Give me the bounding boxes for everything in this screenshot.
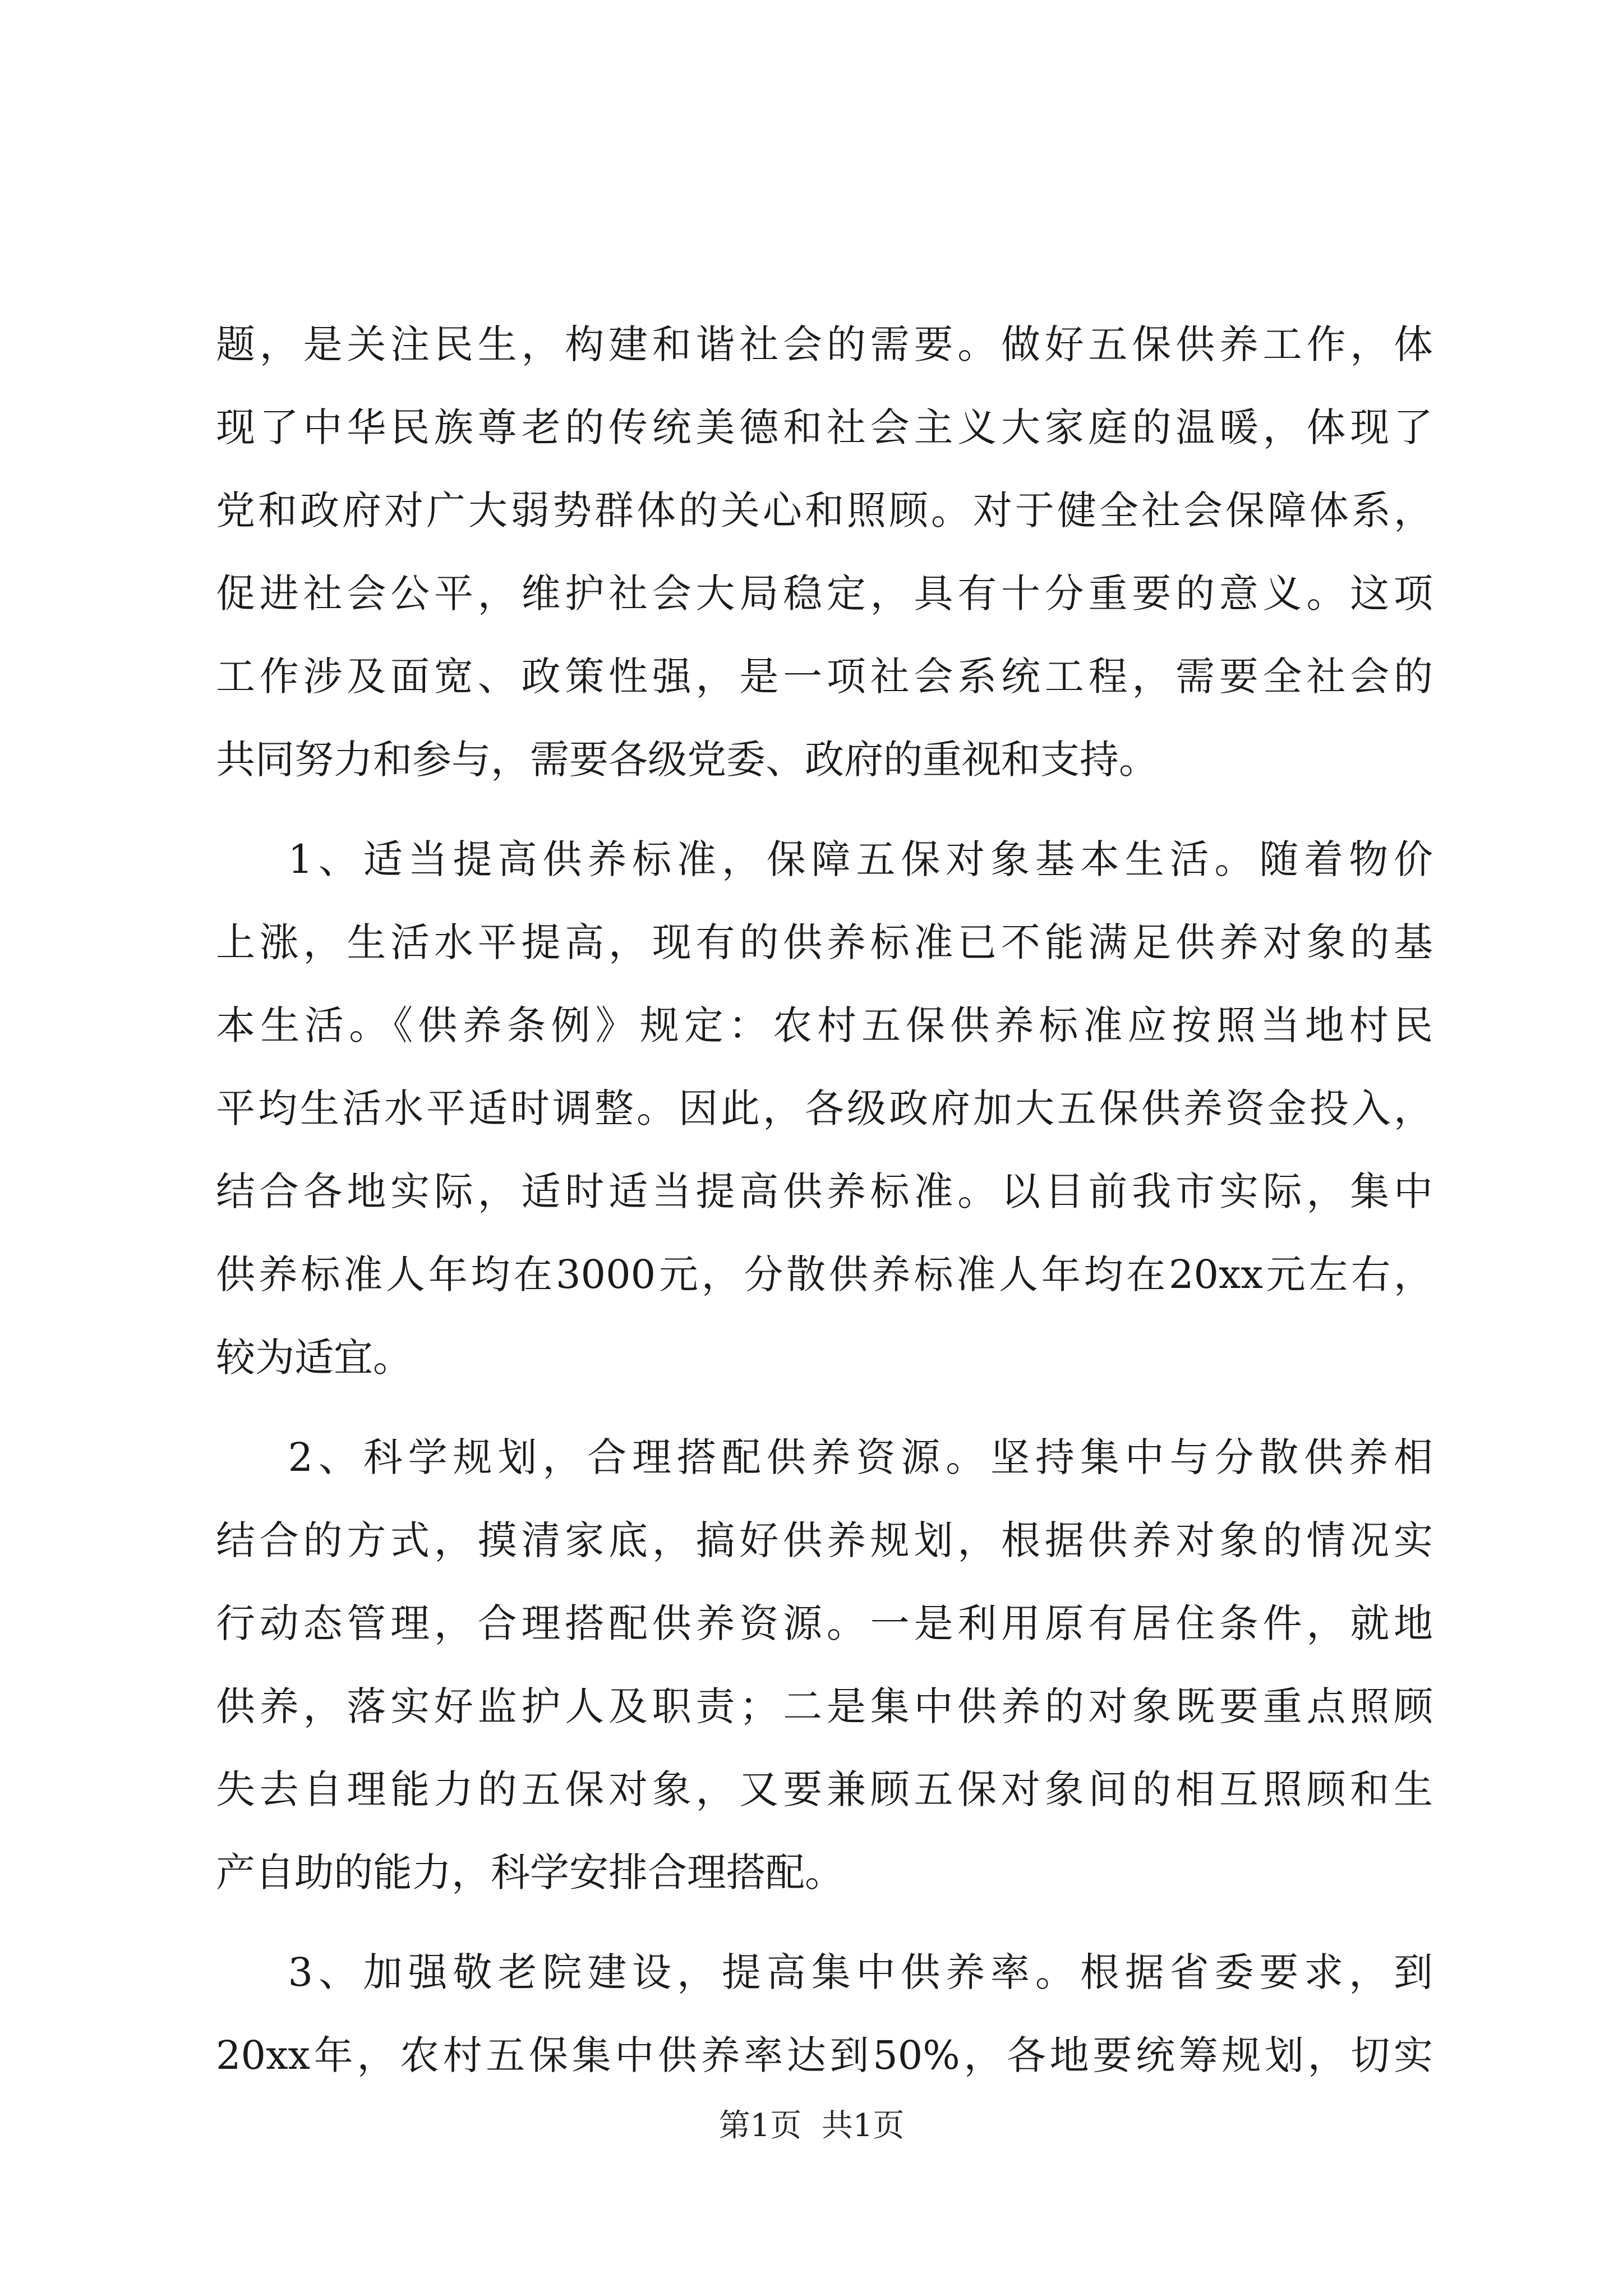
text-line: 3、加强敬老院建设，提高集中供养率。根据省委要求，到 bbox=[216, 1949, 1433, 1995]
text-line: 共同努力和参与，需要各级党委、政府的重视和支持。 bbox=[216, 737, 1158, 783]
text-line: 2、科学规划，合理搭配供养资源。坚持集中与分散供养相 bbox=[216, 1434, 1433, 1480]
text-line: 党和政府对广大弱势群体的关心和照顾。对于健全社会保障体系， bbox=[216, 487, 1433, 533]
text-line: 产自助的能力，科学安排合理搭配。 bbox=[216, 1849, 844, 1895]
paragraph-intro bbox=[216, 303, 1433, 801]
paragraph-item-1 bbox=[216, 818, 1433, 1399]
text-line: 平均生活水平适时调整。因此，各级政府加大五保供养资金投入， bbox=[216, 1085, 1433, 1131]
text-line: 失去自理能力的五保对象，又要兼顾五保对象间的相互照顾和生 bbox=[216, 1766, 1433, 1812]
paragraph-item-3 bbox=[216, 1931, 1433, 2097]
text-line: 本生活。《供养条例》规定：农村五保供养标准应按照当地村民 bbox=[216, 1002, 1433, 1048]
page-number-label: 第1页 共1页 bbox=[718, 2108, 905, 2144]
text-line: 促进社会公平，维护社会大局稳定，具有十分重要的意义。这项 bbox=[216, 570, 1433, 616]
text-line: 较为适宜。 bbox=[216, 1335, 412, 1381]
text-line: 20xx年，农村五保集中供养率达到50%，各地要统筹规划，切实 bbox=[216, 2032, 1433, 2078]
page-footer bbox=[0, 2106, 1623, 2146]
text-line: 上涨，生活水平提高，现有的供养标准已不能满足供养对象的基 bbox=[216, 919, 1433, 965]
text-line: 1、适当提高供养标准，保障五保对象基本生活。随着物价 bbox=[216, 836, 1433, 882]
document-body bbox=[216, 303, 1433, 2097]
text-line: 工作涉及面宽、政策性强，是一项社会系统工程，需要全社会的 bbox=[216, 654, 1433, 700]
text-line: 现了中华民族尊老的传统美德和社会主义大家庭的温暖，体现了 bbox=[216, 404, 1433, 450]
text-line: 结合各地实际，适时适当提高供养标准。以目前我市实际，集中 bbox=[216, 1168, 1433, 1214]
text-line: 供养标准人年均在3000元，分散供养标准人年均在20xx元左右， bbox=[216, 1251, 1433, 1297]
text-line: 行动态管理，合理搭配供养资源。一是利用原有居住条件，就地 bbox=[216, 1600, 1433, 1646]
text-line: 结合的方式，摸清家底，搞好供养规划，根据供养对象的情况实 bbox=[216, 1517, 1433, 1563]
text-line: 题，是关注民生，构建和谐社会的需要。做好五保供养工作，体 bbox=[216, 321, 1433, 367]
text-line: 供养，落实好监护人及职责；二是集中供养的对象既要重点照顾 bbox=[216, 1683, 1433, 1729]
paragraph-item-2 bbox=[216, 1416, 1433, 1914]
